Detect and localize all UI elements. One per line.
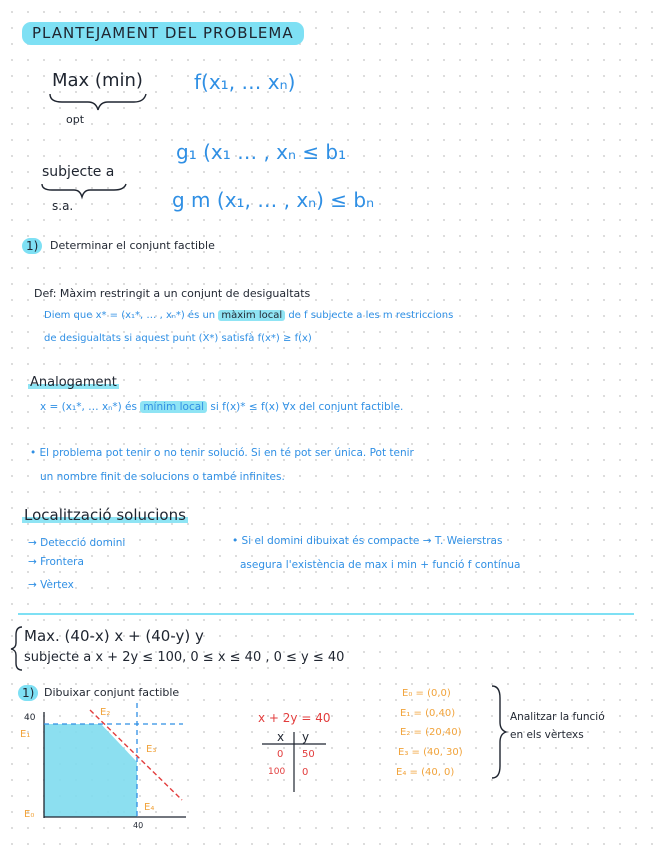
note-line2: un nombre finit de solucions o també infinites. [40,471,285,483]
example-constraints: subjecte a x + 2y ≤ 100, 0 ≤ x ≤ 40 , 0 ≤ y ≤ 40 [24,650,345,665]
table-cell: 0 [302,767,309,778]
vertex-item: E₂ = (20,40) [400,727,462,738]
definition-heading: Def: Màxim restringit a un conjunt de desigualtats [34,287,311,300]
subject-note: s.a. [52,199,74,213]
localitzacio-heading: Localització solucions [24,506,186,524]
subject-label: subjecte a [42,164,115,180]
analog-highlight: mínim local [140,401,207,413]
vertex-item: E₃ = (40, 30) [398,747,463,758]
definition-line2: de desigualtats si aquest punt (X*) satisfà f(x*) ≥ f(x) [44,333,312,344]
localitzacio-remark-2: asegura l'existència de max i min + funció f contínua [240,559,521,571]
table-header-x: x [277,730,285,744]
localitzacio-item: → Vèrtex [28,579,74,591]
graph-label-e1: E₁ [20,729,31,740]
opt-label: Max (min) [52,70,143,91]
step1-number: 1) [22,238,42,254]
graph-x-tick: 40 [133,821,144,830]
table-cell: 0 [277,749,284,760]
localitzacio-item: → Frontera [28,556,84,568]
vertices-note-line2: en els vèrtexs [510,729,584,741]
vertex-item: E₄ = (40, 0) [396,767,455,778]
example-objective: Max. (40-x) x + (40-y) y [24,627,204,645]
table-header-y: y [302,730,310,744]
note-line1: • El problema pot tenir o no tenir solució. Si en té pot ser única. Pot tenir [30,447,414,459]
page-title: PLANTEJAMENT DEL PROBLEMA [22,22,304,45]
constraint-m: g m (x₁, … , xₙ) ≤ bₙ [172,188,375,212]
analog-line-pre: x = (x₁*, … xₙ*) és [40,401,137,413]
localitzacio-item: → Detecció domini [28,537,126,549]
feasible-region [44,724,137,817]
graph-y-tick: 40 [24,713,36,723]
vertex-item: E₁ = (0,40) [400,708,456,719]
table-cell: 50 [302,749,315,760]
graph-label-e4: E₄ [144,802,155,813]
graph-label-e3: E₃ [146,744,157,755]
graph-label-e2: E₂ [100,707,111,718]
analog-heading: Analogament [30,375,117,390]
graph-label-e0: E₀ [24,809,35,820]
example-brace [11,627,22,670]
opt-brace [50,94,146,110]
example-step-number: 1) [18,685,38,701]
analog-line-post: si f(x)* ≤ f(x) ∀x del conjunt factible. [210,401,404,413]
definition-highlight: màxim local [218,310,285,321]
subject-brace [42,184,126,197]
table-cell: 100 [268,767,286,777]
example-step-title: Dibuixar conjunt factible [44,686,180,699]
step1-title: Determinar el conjunt factible [50,239,215,252]
constraint-1: g₁ (x₁ … , xₙ ≤ b₁ [176,140,347,164]
localitzacio-remark-1: • Si el domini dibuixat és compacte → T. Weierstras [232,535,503,547]
line-equation: x + 2y = 40 [258,711,331,725]
vertex-item: E₀ = (0,0) [402,688,451,699]
definition-line1-pre: Diem que x* = (x₁*, … , xₙ*) és un [44,310,216,321]
opt-note: opt [66,113,85,126]
vertices-note-line1: Analitzar la funció [510,711,605,723]
vertices-brace [492,686,506,778]
definition-line1-post: de f subjecte a les m restriccions [288,310,454,321]
objective-function: f(x₁, … xₙ) [194,70,296,94]
